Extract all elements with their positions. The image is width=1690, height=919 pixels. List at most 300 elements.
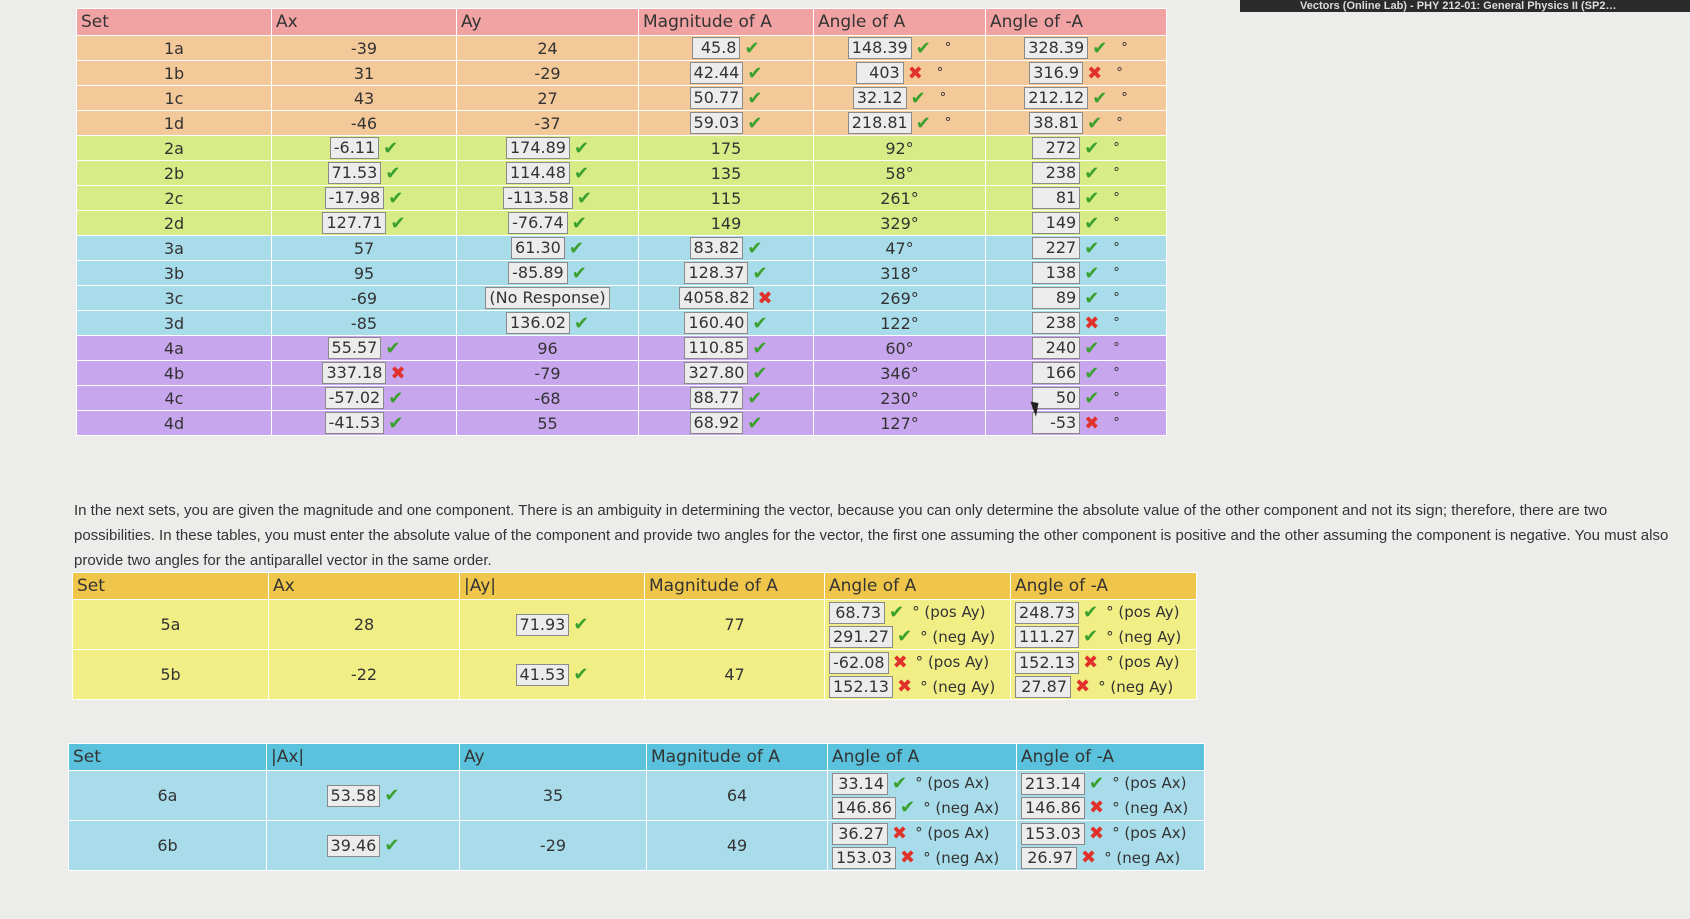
ax-input[interactable]: 55.57	[328, 337, 382, 359]
table-row	[77, 336, 1167, 361]
angle-a-input[interactable]: 32.12	[853, 87, 907, 109]
angle-neg-a-cell	[986, 211, 1167, 236]
ay-cell	[457, 186, 639, 211]
header-magnitude: Magnitude of A	[647, 744, 828, 771]
angle-neg-a-cell	[1017, 771, 1205, 821]
angle-neg-a-first-label: ° (pos Ax)	[1112, 824, 1187, 842]
table-row	[77, 86, 1167, 111]
angle-a-cell	[814, 311, 986, 336]
window-title: Vectors (Online Lab) - PHY 212-01: General Physics II (SP2…	[1240, 0, 1690, 12]
header-ay: Ay	[460, 744, 647, 771]
angle-neg-a-cell	[986, 61, 1167, 86]
angle-neg-a-second-input[interactable]: 146.86	[1021, 797, 1085, 819]
ax-value: -39	[350, 38, 378, 58]
angle-neg-a-first-input[interactable]: 153.03	[1021, 823, 1085, 845]
angle-a-cell	[814, 211, 986, 236]
ax-cell	[272, 36, 457, 61]
table-row	[77, 211, 1167, 236]
magnitude-input[interactable]: 83.82	[690, 237, 744, 259]
angle-neg-a-input[interactable]: 138	[1032, 262, 1080, 284]
ax-cell	[272, 111, 457, 136]
angle-neg-a-cell	[986, 361, 1167, 386]
cross-icon: ✖	[390, 362, 406, 384]
angle-a-cell	[814, 286, 986, 311]
cross-icon: ✖	[896, 676, 913, 697]
set-label: 2c	[77, 186, 272, 211]
ay-value: -29	[539, 836, 567, 855]
ax-input[interactable]: -41.53	[325, 412, 385, 434]
ay-input[interactable]: -76.74	[508, 212, 568, 234]
degree-symbol: °	[1116, 115, 1123, 131]
angle-neg-a-input[interactable]: 240	[1032, 337, 1080, 359]
ay-cell	[457, 61, 639, 86]
check-icon: ✔	[1087, 112, 1103, 134]
ax-input[interactable]: -17.98	[325, 187, 385, 209]
ay-cell	[460, 771, 647, 821]
check-icon: ✔	[573, 137, 590, 159]
check-icon: ✔	[383, 137, 399, 159]
check-icon: ✔	[915, 37, 931, 59]
ay-cell	[457, 211, 639, 236]
angle-neg-a-cell	[986, 286, 1167, 311]
table-row	[73, 600, 1197, 650]
angle-a-cell	[825, 600, 1011, 650]
ax-cell	[267, 771, 460, 821]
magnitude-input[interactable]: 128.37	[684, 262, 748, 284]
ax-input[interactable]: 337.18	[322, 362, 386, 384]
ay-input[interactable]: 136.02	[506, 312, 570, 334]
angle-neg-a-second-label: ° (neg Ax)	[1104, 848, 1181, 867]
set-label: 6b	[69, 821, 267, 871]
degree-symbol: °	[939, 90, 947, 106]
angle-a-cell	[814, 36, 986, 61]
angle-neg-a-second-input[interactable]: 27.87	[1015, 676, 1071, 698]
angle-neg-a-input[interactable]: 212.12	[1024, 87, 1088, 109]
angle-a-input[interactable]: 403	[856, 62, 904, 84]
check-icon: ✔	[1084, 137, 1100, 159]
ay-input[interactable]: 41.53	[516, 664, 570, 686]
ax-cell	[272, 286, 457, 311]
angle-a-second-label: ° (neg Ax)	[923, 798, 1000, 817]
angle-neg-a-cell	[986, 161, 1167, 186]
check-icon: ✔	[747, 112, 763, 134]
table-row	[77, 61, 1167, 86]
vector-table-set-6	[68, 743, 1205, 871]
cross-icon: ✖	[1081, 847, 1097, 868]
angle-a-first-label: ° (pos Ax)	[915, 824, 990, 842]
magnitude-input[interactable]: 45.8	[692, 37, 740, 59]
check-icon: ✔	[910, 87, 926, 109]
angle-neg-a-second-input[interactable]: 111.27	[1015, 626, 1079, 648]
angle-a-first-input[interactable]: 36.27	[832, 823, 888, 845]
check-icon: ✔	[385, 337, 401, 359]
ay-cell	[457, 161, 639, 186]
angle-neg-a-cell	[1011, 600, 1197, 650]
ay-cell	[460, 600, 645, 650]
ay-cell	[457, 36, 639, 61]
ax-cell	[272, 311, 457, 336]
table-row	[77, 111, 1167, 136]
ax-input[interactable]: 39.46	[327, 835, 381, 857]
ax-value: 57	[353, 238, 375, 258]
check-icon: ✔	[747, 237, 763, 259]
angle-neg-a-second-label: ° (neg Ay)	[1106, 627, 1182, 646]
magnitude-input[interactable]: 50.77	[690, 87, 744, 109]
angle-a-second-input[interactable]: 152.13	[829, 676, 893, 698]
table-header-row	[69, 744, 1205, 771]
angle-neg-a-cell	[986, 36, 1167, 61]
ay-cell	[460, 650, 645, 700]
magnitude-cell	[645, 650, 825, 700]
header-angle-a: Angle of A	[814, 9, 986, 36]
ax-cell	[272, 386, 457, 411]
ay-value: -29	[534, 63, 561, 83]
set-label: 4a	[77, 336, 272, 361]
degree-symbol: °	[1113, 215, 1120, 231]
cross-icon: ✖	[907, 62, 923, 84]
header-magnitude: Magnitude of A	[639, 9, 814, 36]
ax-cell	[272, 211, 457, 236]
degree-symbol: °	[1121, 90, 1128, 106]
degree-symbol: °	[1113, 190, 1120, 206]
angle-a-cell	[828, 771, 1017, 821]
set-label: 2a	[77, 136, 272, 161]
magnitude-value: 49	[726, 836, 748, 855]
ax-cell	[272, 236, 457, 261]
ay-value: 55	[537, 413, 558, 433]
ax-value: 43	[353, 88, 375, 108]
vector-table-set-5	[72, 572, 1197, 700]
angle-a-first-input[interactable]: 68.73	[829, 602, 885, 624]
check-icon: ✔	[573, 664, 589, 685]
check-icon: ✔	[571, 212, 587, 234]
set-label: 1b	[77, 61, 272, 86]
ay-cell	[457, 411, 639, 436]
angle-neg-a-first-label: ° (pos Ay)	[1106, 603, 1180, 621]
table-row	[77, 386, 1167, 411]
magnitude-input[interactable]: 4058.82	[679, 287, 753, 309]
angle-neg-a-input[interactable]: 50	[1032, 387, 1080, 409]
header-angle-a: Angle of A	[825, 573, 1011, 600]
set-label: 4d	[77, 411, 272, 436]
ay-cell	[457, 111, 639, 136]
angle-neg-a-input[interactable]: 328.39	[1024, 37, 1088, 59]
angle-a-value: 60°	[885, 338, 914, 358]
magnitude-value: 175	[710, 138, 742, 158]
angle-a-cell	[814, 136, 986, 161]
angle-a-cell	[814, 261, 986, 286]
set-label: 4b	[77, 361, 272, 386]
angle-neg-a-input[interactable]: 316.9	[1029, 62, 1083, 84]
angle-neg-a-first-input[interactable]: 248.73	[1015, 602, 1079, 624]
check-icon: ✔	[1088, 772, 1105, 794]
magnitude-input[interactable]: 160.40	[684, 312, 748, 334]
magnitude-cell	[639, 411, 814, 436]
check-icon: ✔	[576, 187, 592, 209]
set-label: 3d	[77, 311, 272, 336]
angle-neg-a-first-label: ° (pos Ay)	[1106, 653, 1180, 671]
header-ax: Ax	[272, 9, 457, 36]
table-row	[77, 261, 1167, 286]
check-icon: ✔	[385, 162, 401, 184]
degree-symbol: °	[1113, 165, 1120, 181]
ax-input[interactable]: -6.11	[330, 137, 379, 159]
ax-cell	[267, 821, 460, 871]
degree-symbol: °	[1113, 340, 1120, 356]
angle-neg-a-cell	[1017, 821, 1205, 871]
header-set: Set	[73, 573, 269, 600]
ay-value: -37	[534, 113, 561, 133]
ay-value: -68	[534, 388, 561, 408]
angle-a-value: 127°	[880, 413, 919, 433]
ax-cell	[272, 411, 457, 436]
angle-a-value: 47°	[885, 238, 914, 258]
ay-input[interactable]: 61.30	[511, 237, 565, 259]
angle-neg-a-cell	[986, 336, 1167, 361]
set-label: 6a	[69, 771, 267, 821]
set-label: 1d	[77, 111, 272, 136]
degree-symbol: °	[1113, 315, 1120, 331]
degree-symbol: °	[1113, 140, 1120, 156]
magnitude-cell	[639, 361, 814, 386]
check-icon: ✔	[573, 162, 590, 184]
magnitude-cell	[639, 136, 814, 161]
magnitude-input[interactable]: 59.03	[690, 112, 744, 134]
header-angle-neg-a: Angle of -A	[986, 9, 1167, 36]
set-label: 5a	[73, 600, 269, 650]
check-icon: ✔	[573, 312, 590, 334]
check-icon: ✔	[1084, 362, 1100, 384]
ax-cell	[272, 186, 457, 211]
ax-cell	[272, 336, 457, 361]
angle-neg-a-first-input[interactable]: 152.13	[1015, 652, 1079, 674]
magnitude-cell	[639, 286, 814, 311]
table-row	[69, 821, 1205, 871]
table-row	[69, 771, 1205, 821]
magnitude-cell	[639, 161, 814, 186]
angle-neg-a-cell	[1011, 650, 1197, 700]
degree-symbol: °	[1121, 40, 1128, 56]
angle-neg-a-cell	[986, 136, 1167, 161]
check-icon: ✔	[573, 614, 589, 635]
ay-cell	[457, 311, 639, 336]
angle-neg-a-first-input[interactable]: 213.14	[1021, 773, 1085, 795]
angle-a-value: 122°	[880, 313, 919, 333]
cross-icon: ✖	[1075, 676, 1091, 697]
angle-a-cell	[814, 186, 986, 211]
angle-neg-a-input[interactable]: 81	[1032, 187, 1080, 209]
angle-a-cell	[814, 336, 986, 361]
ax-input[interactable]: 127.71	[322, 212, 386, 234]
check-icon: ✔	[1082, 601, 1099, 623]
ax-input[interactable]: 53.58	[327, 785, 381, 807]
check-icon: ✔	[1084, 237, 1100, 259]
angle-neg-a-cell	[986, 86, 1167, 111]
magnitude-cell	[647, 771, 828, 821]
degree-symbol: °	[1113, 290, 1120, 306]
ay-value: 24	[537, 38, 558, 58]
angle-a-value: 318°	[880, 263, 919, 283]
cross-icon: ✖	[1084, 312, 1100, 334]
angle-neg-a-cell	[986, 411, 1167, 436]
instructions-paragraph: In the next sets, you are given the magnitude and one component. There is an ambiguity in determining the vector, because you can only determine the absolute value of the other component and not its sign; therefore, there are two possibilities. In these tables, you must enter the absolute value of the component and provide two angles for the vector, the first one assuming the other component is positive and the other assuming the component is negative. You must also provide two angles for the antiparallel vector in the same order.	[74, 502, 1669, 569]
check-icon: ✔	[752, 312, 768, 334]
ay-input[interactable]: 174.89	[506, 137, 570, 159]
magnitude-input[interactable]: 88.77	[690, 387, 744, 409]
magnitude-input[interactable]: 110.85	[684, 337, 748, 359]
angle-a-first-input[interactable]: -62.08	[829, 652, 889, 674]
ay-input[interactable]: 114.48	[506, 162, 570, 184]
angle-a-input[interactable]: 148.39	[848, 37, 912, 59]
angle-a-value: 346°	[880, 363, 919, 383]
angle-neg-a-second-label: ° (neg Ax)	[1112, 798, 1189, 817]
ay-cell	[460, 821, 647, 871]
angle-neg-a-input[interactable]: 238	[1032, 162, 1080, 184]
angle-neg-a-second-input[interactable]: 26.97	[1021, 847, 1077, 869]
table-row	[77, 411, 1167, 436]
check-icon: ✔	[568, 237, 584, 259]
ax-value: -22	[350, 665, 378, 684]
ay-cell	[457, 136, 639, 161]
angle-neg-a-first-label: ° (pos Ax)	[1112, 774, 1187, 792]
set-label: 1a	[77, 36, 272, 61]
check-icon: ✔	[752, 337, 768, 359]
angle-neg-a-input[interactable]: 227	[1032, 237, 1080, 259]
ay-cell	[457, 86, 639, 111]
check-icon: ✔	[388, 387, 404, 409]
angle-neg-a-input[interactable]: 272	[1032, 137, 1080, 159]
ax-value: -69	[350, 288, 378, 308]
angle-a-second-label: ° (neg Ay)	[920, 677, 996, 696]
set-label: 3b	[77, 261, 272, 286]
angle-a-value: 92°	[885, 138, 914, 158]
ax-cell	[272, 61, 457, 86]
angle-neg-a-input[interactable]: 149	[1032, 212, 1080, 234]
check-icon: ✔	[747, 87, 763, 109]
magnitude-value: 115	[710, 188, 742, 208]
check-icon: ✔	[896, 626, 913, 647]
cross-icon: ✖	[1084, 412, 1100, 434]
angle-a-first-label: ° (pos Ay)	[912, 603, 986, 621]
table-row	[77, 36, 1167, 61]
header-set: Set	[77, 9, 272, 36]
ay-cell	[457, 336, 639, 361]
angle-a-second-input[interactable]: 291.27	[829, 626, 893, 648]
ax-cell	[272, 361, 457, 386]
cross-icon: ✖	[892, 651, 908, 673]
ay-input[interactable]: 71.93	[516, 614, 570, 636]
ax-value: -46	[350, 113, 378, 133]
check-icon: ✔	[744, 37, 760, 59]
header-ay: Ay	[457, 9, 639, 36]
check-icon: ✔	[752, 262, 768, 284]
set-label: 2b	[77, 161, 272, 186]
ay-value: 27	[537, 88, 558, 108]
angle-a-first-input[interactable]: 33.14	[832, 773, 888, 795]
angle-a-input[interactable]: 218.81	[848, 112, 912, 134]
angle-neg-a-input[interactable]: 38.81	[1029, 112, 1083, 134]
magnitude-input[interactable]: 42.44	[690, 62, 744, 84]
table-row	[77, 136, 1167, 161]
header-set: Set	[69, 744, 267, 771]
angle-a-value: 329°	[880, 213, 919, 233]
magnitude-cell	[639, 386, 814, 411]
angle-a-second-input[interactable]: 153.03	[832, 847, 896, 869]
angle-a-value: 58°	[885, 163, 914, 183]
magnitude-cell	[639, 236, 814, 261]
check-icon: ✔	[889, 601, 905, 623]
magnitude-cell	[639, 111, 814, 136]
ay-cell	[457, 261, 639, 286]
angle-neg-a-input[interactable]: -53	[1032, 412, 1080, 434]
ay-input[interactable]: -85.89	[508, 262, 568, 284]
magnitude-cell	[639, 261, 814, 286]
check-icon: ✔	[1084, 387, 1100, 409]
cross-icon: ✖	[899, 847, 916, 868]
check-icon: ✔	[1092, 87, 1108, 109]
ax-input[interactable]: -57.02	[325, 387, 385, 409]
angle-a-second-input[interactable]: 146.86	[832, 797, 896, 819]
set-label: 1c	[77, 86, 272, 111]
check-icon: ✔	[1092, 37, 1108, 59]
angle-a-cell	[828, 821, 1017, 871]
set-label: 4c	[77, 386, 272, 411]
ax-value: 31	[353, 63, 375, 83]
ay-cell	[457, 286, 639, 311]
ay-input[interactable]: -113.58	[503, 187, 573, 209]
ay-cell	[457, 361, 639, 386]
angle-a-value: 269°	[880, 288, 919, 308]
magnitude-input[interactable]: 68.92	[690, 412, 744, 434]
ax-cell	[272, 86, 457, 111]
ay-value: 96	[537, 338, 558, 358]
degree-symbol: °	[1113, 390, 1120, 406]
cross-icon: ✖	[1088, 822, 1105, 844]
angle-a-first-label: ° (pos Ay)	[915, 653, 990, 671]
degree-symbol: °	[1113, 265, 1120, 281]
magnitude-input[interactable]: 327.80	[684, 362, 748, 384]
ax-input[interactable]: 71.53	[328, 162, 382, 184]
angle-a-cell	[814, 361, 986, 386]
degree-symbol: °	[936, 65, 944, 81]
ay-input[interactable]: (No Response)	[485, 287, 609, 309]
table-row	[73, 650, 1197, 700]
magnitude-cell	[647, 821, 828, 871]
header-magnitude: Magnitude of A	[645, 573, 825, 600]
angle-a-cell	[814, 411, 986, 436]
set-label: 3c	[77, 286, 272, 311]
table-row	[77, 311, 1167, 336]
angle-neg-a-input[interactable]: 238	[1032, 312, 1080, 334]
angle-neg-a-input[interactable]: 166	[1032, 362, 1080, 384]
angle-a-second-label: ° (neg Ax)	[923, 848, 1000, 867]
magnitude-cell	[639, 211, 814, 236]
check-icon: ✔	[1082, 626, 1099, 647]
ay-cell	[457, 236, 639, 261]
angle-neg-a-input[interactable]: 89	[1032, 287, 1080, 309]
ax-value: 28	[353, 615, 375, 634]
check-icon: ✔	[752, 362, 768, 384]
angle-a-cell	[825, 650, 1011, 700]
set-label: 5b	[73, 650, 269, 700]
check-icon: ✔	[384, 785, 400, 806]
cross-icon: ✖	[1087, 62, 1103, 84]
cross-icon: ✖	[1088, 797, 1105, 818]
header-abs-ay: |Ay|	[460, 573, 645, 600]
header-angle-neg-a: Angle of -A	[1011, 573, 1197, 600]
ax-cell	[269, 600, 460, 650]
check-icon: ✔	[1084, 212, 1100, 234]
